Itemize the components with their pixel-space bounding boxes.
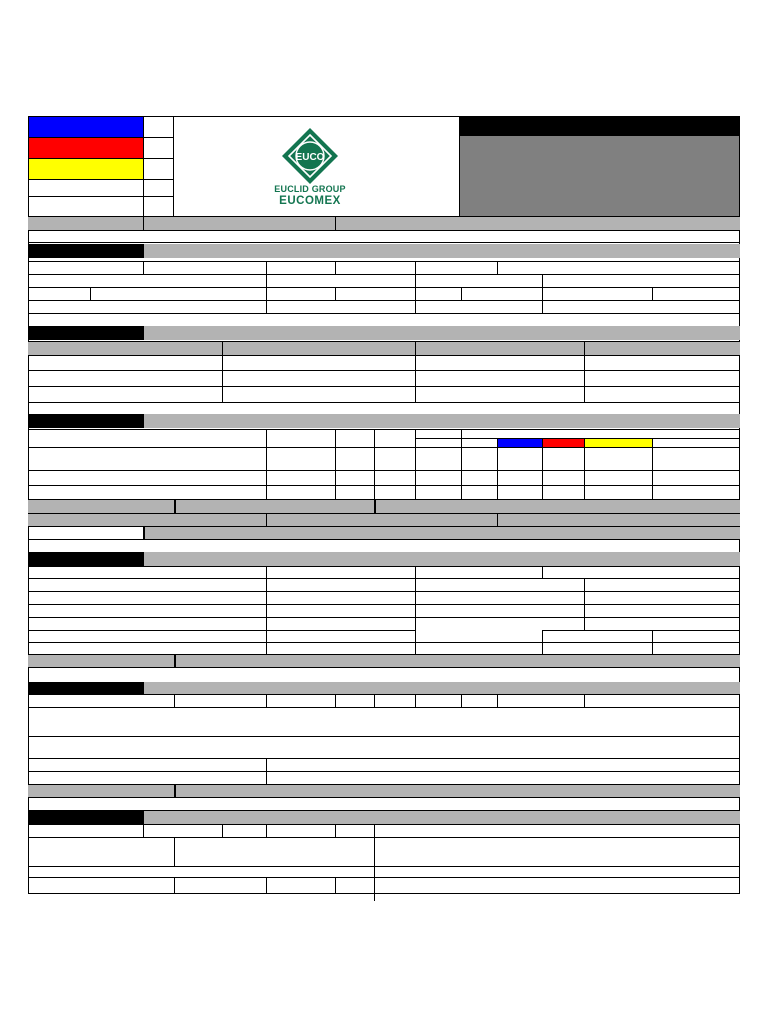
- title-black-bar: [460, 117, 739, 136]
- section-4-subband: [28, 655, 740, 667]
- hazard-special-swatch: [29, 180, 143, 200]
- section-3-subband-b: [28, 514, 740, 526]
- rating-box-reactivity[interactable]: [144, 159, 173, 179]
- emblem-text: EUCO: [295, 152, 325, 163]
- section-5-band: [144, 682, 740, 694]
- section-2-band: [144, 326, 740, 340]
- section-3-header: [28, 414, 144, 428]
- section-1-band: [144, 244, 740, 258]
- ppe-reactivity-swatch: [584, 439, 652, 447]
- euclid-emblem-logo: [279, 126, 341, 186]
- section-3-subband-c: [144, 527, 740, 539]
- section-3-subband-a: [28, 500, 740, 513]
- section-5-header: [28, 682, 144, 694]
- company-line: EUCLID GROUP: [274, 184, 346, 194]
- section-1-header: [28, 244, 144, 258]
- section-2-column-band: [28, 342, 740, 355]
- rating-box-flammability[interactable]: [144, 138, 173, 158]
- section-6-band: [144, 811, 740, 824]
- section-6-header: [28, 811, 144, 824]
- hazard-flammability-swatch: [29, 138, 143, 158]
- section-5-subband: [28, 785, 740, 797]
- safety-data-sheet-form: [28, 116, 740, 894]
- ppe-health-swatch: [497, 439, 542, 447]
- hazard-health-swatch: [29, 117, 143, 137]
- rating-box-special[interactable]: [144, 180, 173, 196]
- header-band: [28, 217, 740, 230]
- rating-box-health[interactable]: [144, 117, 173, 137]
- hazard-reactivity-swatch: [29, 159, 143, 179]
- section-4-header: [28, 552, 144, 566]
- brand-name: EUCOMEX: [279, 195, 341, 207]
- ppe-flammability-swatch: [542, 439, 584, 447]
- section-3-band: [144, 414, 740, 428]
- title-gray-panel: [460, 136, 739, 216]
- section-2-header: [28, 326, 144, 340]
- section-4-band: [144, 552, 740, 566]
